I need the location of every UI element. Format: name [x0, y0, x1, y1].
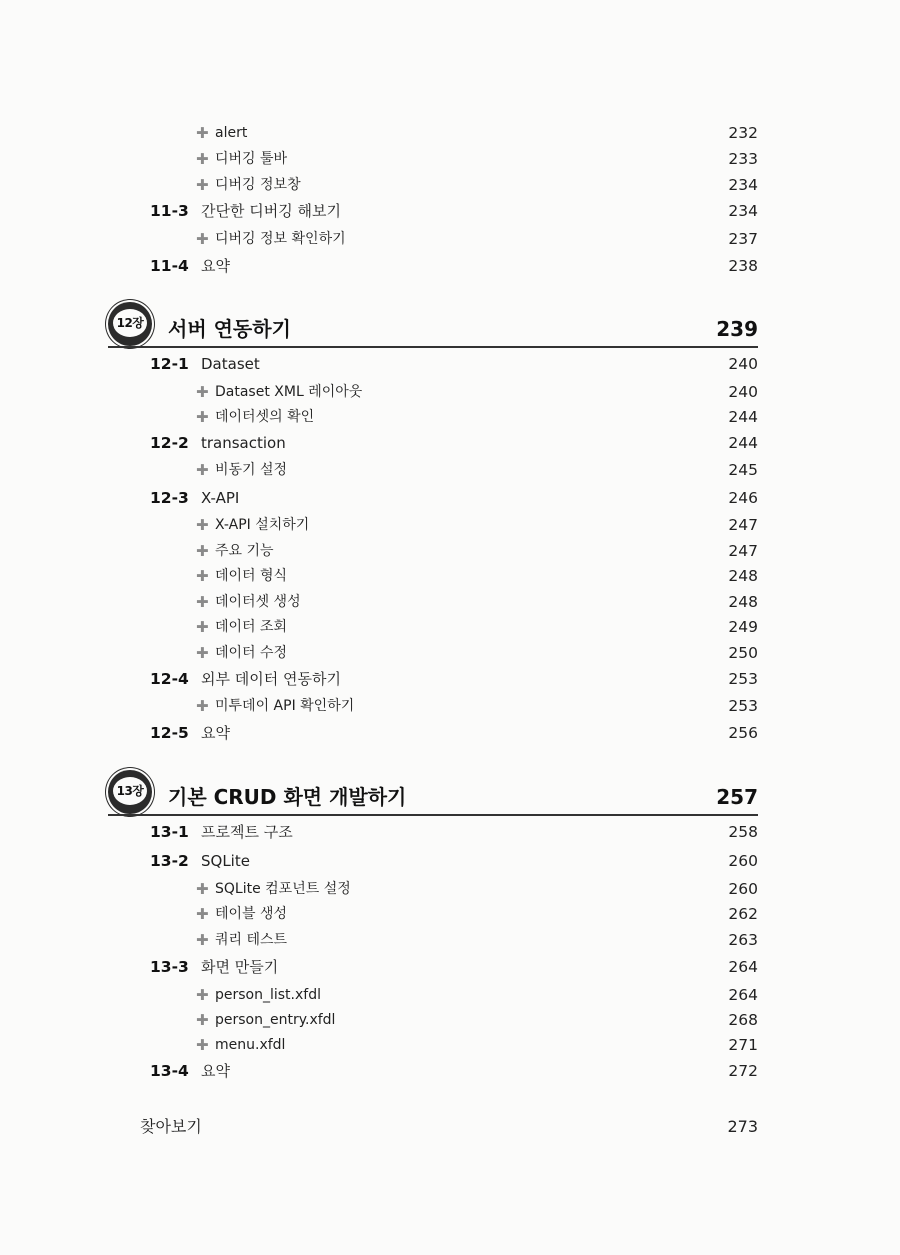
plus-bullet-icon: ✚: [196, 931, 209, 949]
section-page: 253: [728, 670, 758, 688]
toc-subentry: [150, 641, 758, 665]
section-number: 11-3: [150, 202, 189, 220]
subentry-title: alert: [215, 125, 248, 141]
section-number: 13-1: [150, 823, 189, 841]
subentry-page: 247: [728, 542, 758, 560]
plus-bullet-icon: ✚: [196, 618, 209, 636]
index-page: 273: [727, 1117, 758, 1136]
toc-subentry: [150, 877, 758, 901]
plus-bullet-icon: ✚: [196, 542, 209, 560]
chapter-badge-label: 13장: [113, 777, 147, 805]
toc-section: [150, 431, 758, 455]
subentry-page: 240: [728, 383, 758, 401]
toc-subentry: [150, 539, 758, 563]
chapter-badge-icon: [108, 302, 152, 346]
index-title: 찾아보기: [140, 1117, 202, 1136]
subentry-title: X-API 설치하기: [215, 517, 310, 533]
plus-bullet-icon: ✚: [196, 986, 209, 1004]
subentry-title: Dataset XML 레이아웃: [215, 384, 363, 400]
toc-subentry: [150, 928, 758, 952]
subentry-page: 271: [728, 1036, 758, 1054]
section-number: 12-2: [150, 434, 189, 452]
section-page: 258: [728, 823, 758, 841]
section-title: 요약: [201, 257, 230, 275]
toc-section: [150, 1059, 758, 1083]
plus-bullet-icon: ✚: [196, 461, 209, 479]
section-number: 12-4: [150, 670, 189, 688]
toc-subentry: [150, 458, 758, 482]
plus-bullet-icon: ✚: [196, 383, 209, 401]
section-page: 246: [728, 489, 758, 507]
subentry-title: 디버깅 정보창: [215, 177, 301, 193]
chapter-divider: [108, 814, 758, 816]
toc-index-entry: [140, 1114, 758, 1140]
chapter-title: 서버 연동하기: [168, 317, 291, 341]
subentry-page: 232: [728, 124, 758, 142]
subentry-title: menu.xfdl: [215, 1037, 286, 1053]
subentry-title: 데이터 형식: [215, 568, 288, 584]
section-title: 간단한 디버깅 해보기: [201, 202, 341, 220]
plus-bullet-icon: ✚: [196, 408, 209, 426]
section-number: 13-3: [150, 958, 189, 976]
subentry-title: 미투데이 API 확인하기: [215, 698, 355, 714]
subentry-page: 234: [728, 176, 758, 194]
toc-section: [150, 667, 758, 691]
section-title: 프로젝트 구조: [201, 823, 293, 841]
chapter-heading-12: [108, 302, 758, 348]
section-title: SQLite: [201, 852, 250, 870]
subentry-title: person_entry.xfdl: [215, 1012, 336, 1028]
chapter-badge-icon: [108, 770, 152, 814]
subentry-page: 262: [728, 905, 758, 923]
subentry-title: SQLite 컴포넌트 설정: [215, 881, 351, 897]
toc-section: [150, 352, 758, 376]
toc-subentry: [150, 227, 758, 251]
toc-subentry: [150, 121, 758, 145]
plus-bullet-icon: ✚: [196, 150, 209, 168]
chapter-page: 239: [716, 317, 758, 341]
toc-section: [150, 820, 758, 844]
section-page: 272: [728, 1062, 758, 1080]
plus-bullet-icon: ✚: [196, 1036, 209, 1054]
section-title: 화면 만들기: [201, 958, 279, 976]
section-title: 요약: [201, 724, 230, 742]
subentry-page: 253: [728, 697, 758, 715]
section-page: 244: [728, 434, 758, 452]
section-page: 240: [728, 355, 758, 373]
subentry-page: 244: [728, 408, 758, 426]
section-page: 238: [728, 257, 758, 275]
toc-subentry: [150, 694, 758, 718]
toc-section: [150, 254, 758, 278]
toc-section: [150, 721, 758, 745]
subentry-page: 248: [728, 567, 758, 585]
toc-section: [150, 955, 758, 979]
toc-subentry: [150, 564, 758, 588]
chapter-badge-label: 12장: [113, 309, 147, 337]
toc-subentry: [150, 173, 758, 197]
section-title: Dataset: [201, 355, 260, 373]
plus-bullet-icon: ✚: [196, 905, 209, 923]
subentry-page: 247: [728, 516, 758, 534]
section-title: transaction: [201, 434, 286, 452]
chapter-divider: [108, 346, 758, 348]
subentry-title: 데이터셋의 확인: [215, 409, 315, 425]
plus-bullet-icon: ✚: [196, 1011, 209, 1029]
subentry-title: 주요 기능: [215, 543, 274, 559]
subentry-page: 249: [728, 618, 758, 636]
subentry-page: 250: [728, 644, 758, 662]
toc-subentry: [150, 513, 758, 537]
subentry-title: 데이터 수정: [215, 645, 288, 661]
section-page: 256: [728, 724, 758, 742]
subentry-page: 260: [728, 880, 758, 898]
toc-section: [150, 486, 758, 510]
subentry-page: 268: [728, 1011, 758, 1029]
subentry-page: 248: [728, 593, 758, 611]
subentry-title: 디버깅 툴바: [215, 151, 288, 167]
subentry-title: 쿼리 테스트: [215, 932, 288, 948]
section-number: 12-5: [150, 724, 189, 742]
toc-subentry: [150, 983, 758, 1007]
subentry-page: 237: [728, 230, 758, 248]
section-number: 13-4: [150, 1062, 189, 1080]
subentry-title: 비동기 설정: [215, 462, 288, 478]
subentry-page: 245: [728, 461, 758, 479]
subentry-page: 233: [728, 150, 758, 168]
toc-subentry: [150, 405, 758, 429]
section-number: 12-3: [150, 489, 189, 507]
plus-bullet-icon: ✚: [196, 880, 209, 898]
subentry-page: 264: [728, 986, 758, 1004]
toc-subentry: [150, 1008, 758, 1032]
plus-bullet-icon: ✚: [196, 176, 209, 194]
plus-bullet-icon: ✚: [196, 567, 209, 585]
subentry-title: 테이블 생성: [215, 906, 288, 922]
chapter-heading-13: [108, 770, 758, 816]
subentry-title: 데이터 조회: [215, 619, 288, 635]
toc-subentry: [150, 902, 758, 926]
chapter-title: 기본 CRUD 화면 개발하기: [168, 785, 407, 809]
subentry-title: 데이터셋 생성: [215, 594, 301, 610]
subentry-title: 디버깅 정보 확인하기: [215, 231, 346, 247]
section-title: X-API: [201, 489, 240, 507]
section-number: 13-2: [150, 852, 189, 870]
subentry-title: person_list.xfdl: [215, 987, 321, 1003]
plus-bullet-icon: ✚: [196, 230, 209, 248]
section-title: 외부 데이터 연동하기: [201, 670, 341, 688]
toc-subentry: [150, 380, 758, 404]
toc-section: [150, 199, 758, 223]
toc-subentry: [150, 147, 758, 171]
section-number: 12-1: [150, 355, 189, 373]
plus-bullet-icon: ✚: [196, 124, 209, 142]
section-title: 요약: [201, 1062, 230, 1080]
chapter-page: 257: [716, 785, 758, 809]
section-page: 264: [728, 958, 758, 976]
toc-section: [150, 849, 758, 873]
plus-bullet-icon: ✚: [196, 644, 209, 662]
section-page: 234: [728, 202, 758, 220]
plus-bullet-icon: ✚: [196, 516, 209, 534]
plus-bullet-icon: ✚: [196, 697, 209, 715]
subentry-page: 263: [728, 931, 758, 949]
toc-subentry: [150, 615, 758, 639]
plus-bullet-icon: ✚: [196, 593, 209, 611]
section-number: 11-4: [150, 257, 189, 275]
section-page: 260: [728, 852, 758, 870]
toc-subentry: [150, 1033, 758, 1057]
toc-subentry: [150, 590, 758, 614]
